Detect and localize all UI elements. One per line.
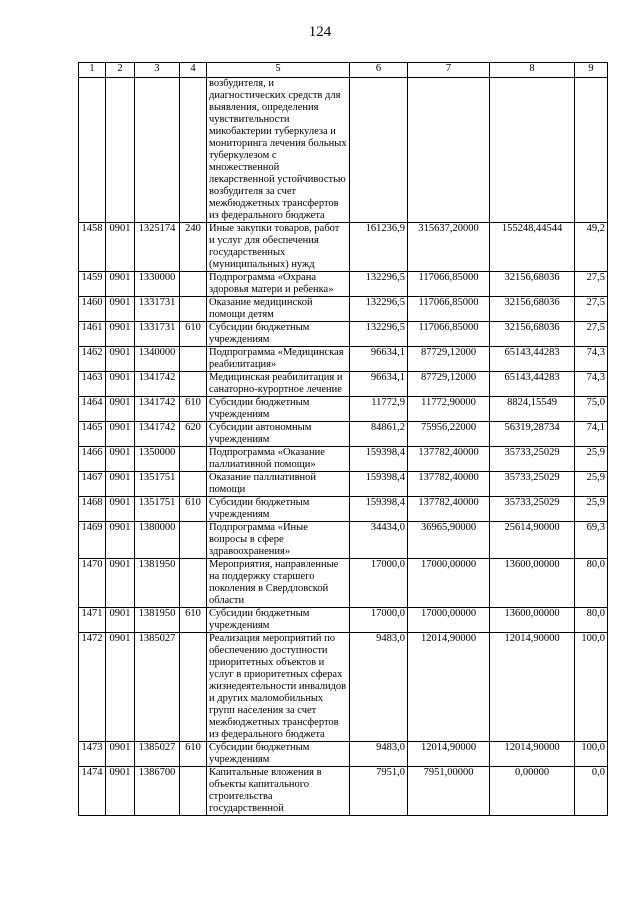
target-code-cell: 1351751 bbox=[135, 497, 180, 522]
row-number-cell: 1466 bbox=[79, 447, 106, 472]
section-code-cell: 0901 bbox=[106, 372, 135, 397]
percent-cell: 74,1 bbox=[575, 422, 608, 447]
percent-cell: 25,9 bbox=[575, 497, 608, 522]
percent-cell: 25,9 bbox=[575, 472, 608, 497]
value-col8-cell: 12014,90000 bbox=[490, 742, 575, 767]
target-code-cell bbox=[135, 78, 180, 223]
value-col6-cell: 11772,9 bbox=[350, 397, 408, 422]
percent-cell bbox=[575, 78, 608, 223]
value-col8-cell: 12014,90000 bbox=[490, 633, 575, 742]
description-cell: Подпрограмма «Медицинская реабилитация» bbox=[207, 347, 350, 372]
table-row bbox=[79, 767, 608, 816]
section-code-cell: 0901 bbox=[106, 608, 135, 633]
table-row bbox=[79, 559, 608, 608]
description-cell: Капитальные вложения в объекты капитального строительства государственной bbox=[207, 767, 350, 816]
target-code-cell: 1386700 bbox=[135, 767, 180, 816]
section-code-cell: 0901 bbox=[106, 559, 135, 608]
value-col8-cell: 56319,28734 bbox=[490, 422, 575, 447]
percent-cell: 27,5 bbox=[575, 297, 608, 322]
value-col6-cell: 159398,4 bbox=[350, 497, 408, 522]
section-code-cell: 0901 bbox=[106, 347, 135, 372]
target-code-cell: 1341742 bbox=[135, 397, 180, 422]
value-col7-cell bbox=[408, 78, 490, 223]
section-code-cell: 0901 bbox=[106, 742, 135, 767]
value-col6-cell: 159398,4 bbox=[350, 472, 408, 497]
expense-type-cell bbox=[180, 447, 207, 472]
expense-type-cell: 610 bbox=[180, 742, 207, 767]
column-header: 2 bbox=[106, 63, 135, 78]
percent-cell: 100,0 bbox=[575, 633, 608, 742]
column-header: 8 bbox=[490, 63, 575, 78]
section-code-cell: 0901 bbox=[106, 272, 135, 297]
row-number-cell: 1468 bbox=[79, 497, 106, 522]
value-col7-cell: 17000,00000 bbox=[408, 559, 490, 608]
value-col8-cell: 13600,00000 bbox=[490, 559, 575, 608]
value-col6-cell: 17000,0 bbox=[350, 559, 408, 608]
row-number-cell: 1464 bbox=[79, 397, 106, 422]
value-col8-cell: 32156,68036 bbox=[490, 322, 575, 347]
expense-type-cell: 610 bbox=[180, 608, 207, 633]
table-row bbox=[79, 397, 608, 422]
description-cell: Субсидии бюджетным учреждениям bbox=[207, 322, 350, 347]
target-code-cell: 1381950 bbox=[135, 608, 180, 633]
row-number-cell: 1460 bbox=[79, 297, 106, 322]
value-col8-cell: 13600,00000 bbox=[490, 608, 575, 633]
description-cell: Реализация мероприятий по обеспечению доступности приоритетных объектов и услуг в приоритетных сферах жизнедеятельности инвалидов и других маломобильных групп населения за счет межбюджетных трансфертов из федерального бюджета bbox=[207, 633, 350, 742]
value-col7-cell: 17000,00000 bbox=[408, 608, 490, 633]
row-number-cell: 1461 bbox=[79, 322, 106, 347]
table-header-row bbox=[79, 63, 608, 78]
row-number-cell: 1472 bbox=[79, 633, 106, 742]
value-col7-cell: 87729,12000 bbox=[408, 347, 490, 372]
row-number-cell bbox=[79, 78, 106, 223]
value-col8-cell: 8824,15549 bbox=[490, 397, 575, 422]
description-cell: Подпрограмма «Охрана здоровья матери и ребенка» bbox=[207, 272, 350, 297]
percent-cell: 80,0 bbox=[575, 608, 608, 633]
table-row bbox=[79, 372, 608, 397]
value-col6-cell: 96634,1 bbox=[350, 347, 408, 372]
column-header: 5 bbox=[207, 63, 350, 78]
section-code-cell: 0901 bbox=[106, 522, 135, 559]
target-code-cell: 1341742 bbox=[135, 372, 180, 397]
description-cell: Подпрограмма «Иные вопросы в сфере здравоохранения» bbox=[207, 522, 350, 559]
value-col6-cell: 132296,5 bbox=[350, 322, 408, 347]
target-code-cell: 1381950 bbox=[135, 559, 180, 608]
value-col7-cell: 87729,12000 bbox=[408, 372, 490, 397]
table-row bbox=[79, 223, 608, 272]
column-header: 1 bbox=[79, 63, 106, 78]
target-code-cell: 1385027 bbox=[135, 742, 180, 767]
target-code-cell: 1340000 bbox=[135, 347, 180, 372]
row-number-cell: 1459 bbox=[79, 272, 106, 297]
value-col8-cell: 65143,44283 bbox=[490, 347, 575, 372]
expense-type-cell: 610 bbox=[180, 397, 207, 422]
row-number-cell: 1458 bbox=[79, 223, 106, 272]
value-col7-cell: 75956,22000 bbox=[408, 422, 490, 447]
value-col8-cell: 35733,25029 bbox=[490, 447, 575, 472]
target-code-cell: 1341742 bbox=[135, 422, 180, 447]
expense-type-cell bbox=[180, 78, 207, 223]
table-row bbox=[79, 297, 608, 322]
row-number-cell: 1463 bbox=[79, 372, 106, 397]
row-number-cell: 1474 bbox=[79, 767, 106, 816]
value-col8-cell: 32156,68036 bbox=[490, 297, 575, 322]
row-number-cell: 1469 bbox=[79, 522, 106, 559]
description-cell: Оказание паллиативной помощи bbox=[207, 472, 350, 497]
value-col8-cell bbox=[490, 78, 575, 223]
page-number: 124 bbox=[308, 24, 332, 40]
target-code-cell: 1350000 bbox=[135, 447, 180, 472]
description-cell: Медицинская реабилитация и санаторно-курортное лечение bbox=[207, 372, 350, 397]
section-code-cell: 0901 bbox=[106, 497, 135, 522]
value-col7-cell: 315637,20000 bbox=[408, 223, 490, 272]
expense-type-cell: 610 bbox=[180, 322, 207, 347]
table-row bbox=[79, 322, 608, 347]
row-number-cell: 1471 bbox=[79, 608, 106, 633]
expense-type-cell bbox=[180, 297, 207, 322]
description-cell: Субсидии бюджетным учреждениям bbox=[207, 397, 350, 422]
table-row bbox=[79, 272, 608, 297]
percent-cell: 27,5 bbox=[575, 322, 608, 347]
description-cell: Оказание медицинской помощи детям bbox=[207, 297, 350, 322]
column-header: 3 bbox=[135, 63, 180, 78]
description-cell: Подпрограмма «Оказание паллиативной помощи» bbox=[207, 447, 350, 472]
value-col8-cell: 155248,44544 bbox=[490, 223, 575, 272]
expense-type-cell bbox=[180, 272, 207, 297]
budget-table bbox=[78, 62, 608, 816]
value-col8-cell: 0,00000 bbox=[490, 767, 575, 816]
row-number-cell: 1465 bbox=[79, 422, 106, 447]
percent-cell: 27,5 bbox=[575, 272, 608, 297]
description-cell: Субсидии бюджетным учреждениям bbox=[207, 497, 350, 522]
expense-type-cell bbox=[180, 767, 207, 816]
section-code-cell: 0901 bbox=[106, 767, 135, 816]
expense-type-cell bbox=[180, 372, 207, 397]
description-cell: Мероприятия, направленные на поддержку старшего поколения в Свердловской области bbox=[207, 559, 350, 608]
value-col6-cell: 17000,0 bbox=[350, 608, 408, 633]
value-col8-cell: 35733,25029 bbox=[490, 472, 575, 497]
value-col6-cell: 159398,4 bbox=[350, 447, 408, 472]
value-col6-cell: 132296,5 bbox=[350, 297, 408, 322]
percent-cell: 80,0 bbox=[575, 559, 608, 608]
table-row bbox=[79, 742, 608, 767]
section-code-cell: 0901 bbox=[106, 322, 135, 347]
value-col8-cell: 25614,90000 bbox=[490, 522, 575, 559]
column-header: 6 bbox=[350, 63, 408, 78]
target-code-cell: 1351751 bbox=[135, 472, 180, 497]
target-code-cell: 1325174 bbox=[135, 223, 180, 272]
expense-type-cell bbox=[180, 472, 207, 497]
section-code-cell: 0901 bbox=[106, 297, 135, 322]
value-col7-cell: 117066,85000 bbox=[408, 297, 490, 322]
value-col7-cell: 12014,90000 bbox=[408, 633, 490, 742]
percent-cell: 74,3 bbox=[575, 347, 608, 372]
expense-type-cell: 610 bbox=[180, 497, 207, 522]
table-row bbox=[79, 78, 608, 223]
row-number-cell: 1473 bbox=[79, 742, 106, 767]
expense-type-cell: 620 bbox=[180, 422, 207, 447]
table-row bbox=[79, 497, 608, 522]
expense-type-cell bbox=[180, 347, 207, 372]
row-number-cell: 1467 bbox=[79, 472, 106, 497]
target-code-cell: 1330000 bbox=[135, 272, 180, 297]
value-col6-cell: 34434,0 bbox=[350, 522, 408, 559]
expense-type-cell: 240 bbox=[180, 223, 207, 272]
expense-type-cell bbox=[180, 559, 207, 608]
value-col7-cell: 11772,90000 bbox=[408, 397, 490, 422]
column-header: 9 bbox=[575, 63, 608, 78]
percent-cell: 69,3 bbox=[575, 522, 608, 559]
section-code-cell bbox=[106, 78, 135, 223]
value-col7-cell: 36965,90000 bbox=[408, 522, 490, 559]
target-code-cell: 1331731 bbox=[135, 322, 180, 347]
section-code-cell: 0901 bbox=[106, 223, 135, 272]
percent-cell: 0,0 bbox=[575, 767, 608, 816]
table-row bbox=[79, 472, 608, 497]
section-code-cell: 0901 bbox=[106, 472, 135, 497]
value-col6-cell: 161236,9 bbox=[350, 223, 408, 272]
table-row bbox=[79, 347, 608, 372]
section-code-cell: 0901 bbox=[106, 397, 135, 422]
table-row bbox=[79, 422, 608, 447]
value-col7-cell: 137782,40000 bbox=[408, 472, 490, 497]
table-row bbox=[79, 633, 608, 742]
section-code-cell: 0901 bbox=[106, 633, 135, 742]
percent-cell: 25,9 bbox=[575, 447, 608, 472]
percent-cell: 100,0 bbox=[575, 742, 608, 767]
section-code-cell: 0901 bbox=[106, 422, 135, 447]
row-number-cell: 1462 bbox=[79, 347, 106, 372]
column-header: 7 bbox=[408, 63, 490, 78]
value-col7-cell: 117066,85000 bbox=[408, 272, 490, 297]
value-col6-cell: 7951,0 bbox=[350, 767, 408, 816]
target-code-cell: 1385027 bbox=[135, 633, 180, 742]
percent-cell: 75,0 bbox=[575, 397, 608, 422]
row-number-cell: 1470 bbox=[79, 559, 106, 608]
target-code-cell: 1331731 bbox=[135, 297, 180, 322]
description-cell: Субсидии автономным учреждениям bbox=[207, 422, 350, 447]
section-code-cell: 0901 bbox=[106, 447, 135, 472]
description-cell: Иные закупки товаров, работ и услуг для обеспечения государственных (муниципальных) нужд bbox=[207, 223, 350, 272]
table-row bbox=[79, 608, 608, 633]
description-cell: Субсидии бюджетным учреждениям bbox=[207, 742, 350, 767]
value-col6-cell: 96634,1 bbox=[350, 372, 408, 397]
table-row bbox=[79, 522, 608, 559]
value-col8-cell: 65143,44283 bbox=[490, 372, 575, 397]
percent-cell: 49,2 bbox=[575, 223, 608, 272]
expense-type-cell bbox=[180, 633, 207, 742]
description-cell: Субсидии бюджетным учреждениям bbox=[207, 608, 350, 633]
value-col6-cell: 84861,2 bbox=[350, 422, 408, 447]
value-col6-cell: 9483,0 bbox=[350, 633, 408, 742]
description-cell: возбудителя, и диагностических средств для выявления, определения чувствительности микобактерии туберкулеза и мониторинга лечения больных туберкулезом с множественной лекарственной устойчивостью возбудителя за счет межбюджетных трансфертов из федерального бюджета bbox=[207, 78, 350, 223]
percent-cell: 74,3 bbox=[575, 372, 608, 397]
value-col6-cell: 132296,5 bbox=[350, 272, 408, 297]
table-row bbox=[79, 447, 608, 472]
expense-type-cell bbox=[180, 522, 207, 559]
value-col7-cell: 12014,90000 bbox=[408, 742, 490, 767]
value-col7-cell: 137782,40000 bbox=[408, 497, 490, 522]
value-col6-cell bbox=[350, 78, 408, 223]
target-code-cell: 1380000 bbox=[135, 522, 180, 559]
value-col7-cell: 7951,00000 bbox=[408, 767, 490, 816]
value-col8-cell: 32156,68036 bbox=[490, 272, 575, 297]
value-col7-cell: 117066,85000 bbox=[408, 322, 490, 347]
value-col7-cell: 137782,40000 bbox=[408, 447, 490, 472]
column-header: 4 bbox=[180, 63, 207, 78]
value-col6-cell: 9483,0 bbox=[350, 742, 408, 767]
value-col8-cell: 35733,25029 bbox=[490, 497, 575, 522]
